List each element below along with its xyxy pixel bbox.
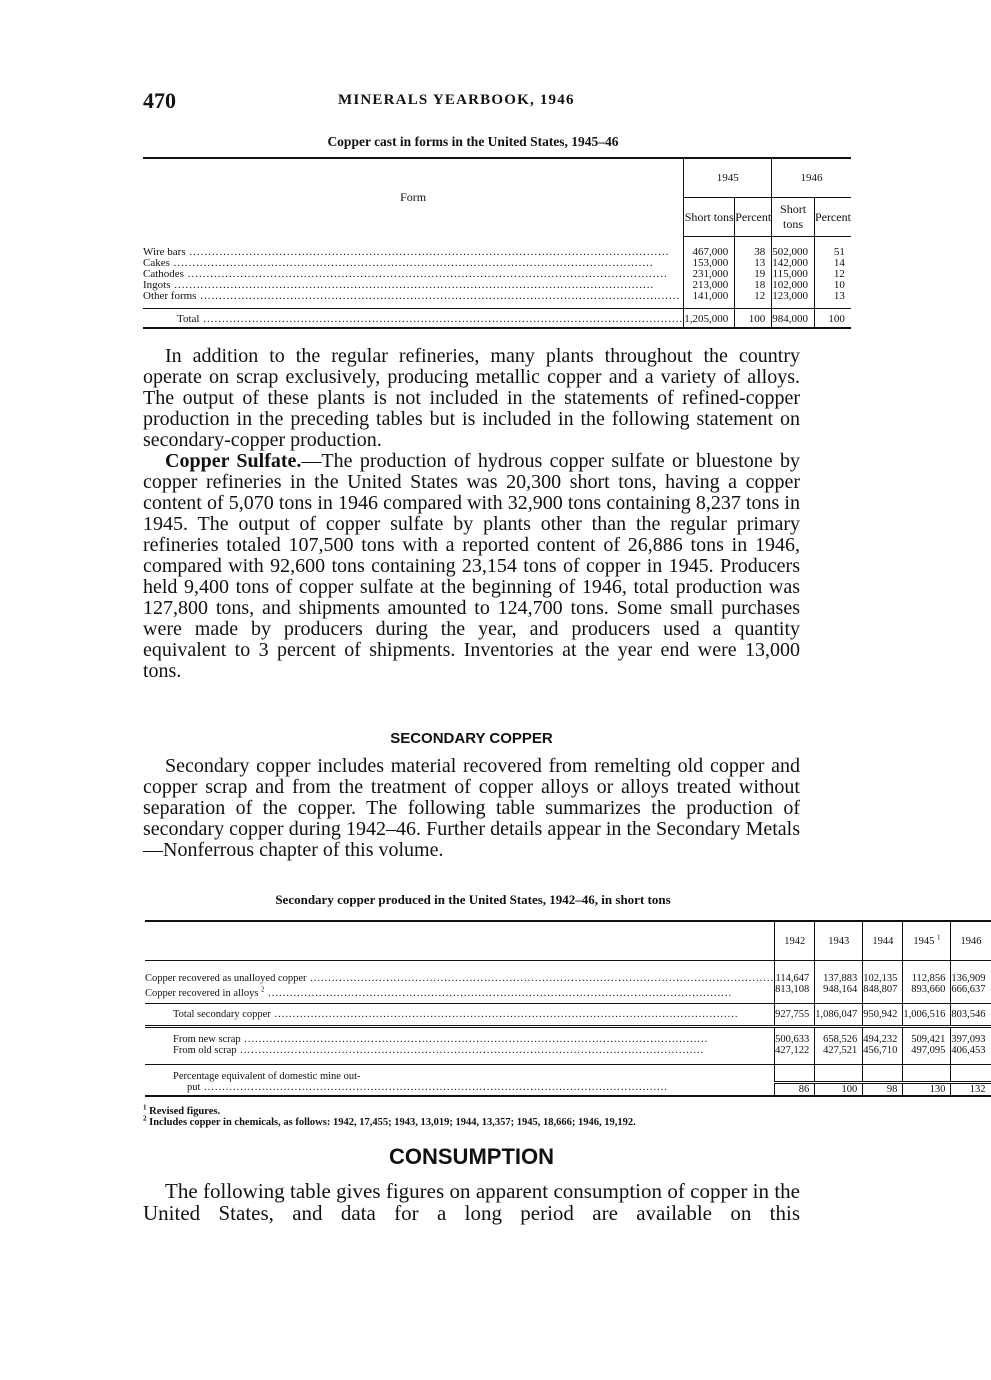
cell: 100 (735, 309, 772, 329)
row-label: Percentage equivalent of domestic mine out- (145, 1065, 775, 1083)
table-row (143, 291, 851, 309)
paragraph-refineries: In addition to the regular refineries, many plants throughout the country operate on scrap exclusively, producing metallic copper and a variety of alloys. The output of these plants is not included in the statements of refined-copper production in the preceding tables but is included in the following statement on secondary-copper production. (143, 345, 800, 451)
cell: 927,755 (775, 1004, 815, 1027)
cell: 502,000 (772, 237, 815, 259)
row-label: Other forms ..... (143, 291, 684, 309)
cell: 141,000 (684, 291, 735, 309)
copper-cast-forms-table (143, 157, 851, 329)
cell: 19 (735, 269, 772, 280)
cell: 984,000 (772, 309, 815, 329)
cell: 893,660 (903, 984, 951, 1004)
cell: 51 (814, 237, 850, 259)
column-header: Short tons (772, 198, 815, 237)
row-label: put ..... (145, 1082, 775, 1096)
cell: 142,000 (772, 258, 815, 269)
cell: 213,000 (684, 280, 735, 291)
table-row (145, 984, 991, 1004)
cell: 500,633 (775, 1027, 815, 1046)
body-text-block-1 (143, 346, 800, 682)
table-row (143, 237, 851, 259)
cell: 803,546 (951, 1004, 991, 1027)
label-column-header (145, 922, 775, 961)
row-label: From new scrap ..... (145, 1027, 775, 1046)
cell: 494,232 (863, 1027, 903, 1046)
row-label: Copper recovered as unalloyed copper ..... (145, 961, 775, 985)
cell: 848,807 (863, 984, 903, 1004)
column-header: Short tons (684, 198, 735, 237)
paragraph-copper-sulfate (143, 451, 800, 682)
cell: 813,108 (775, 984, 815, 1004)
cell: 1,086,047 (815, 1004, 863, 1027)
row-label: Cathodes ..... (143, 269, 684, 280)
running-head: MINERALS YEARBOOK, 1946 (338, 92, 575, 108)
cell: 12 (735, 291, 772, 309)
row-label: Wire bars ..... (143, 237, 684, 259)
cell: 136,909 (951, 961, 991, 985)
cell: 509,421 (903, 1027, 951, 1046)
cell: 102,135 (863, 961, 903, 985)
cell: 948,164 (815, 984, 863, 1004)
secondary-copper-table (145, 920, 991, 1097)
year-header-1946: 1946 (772, 158, 851, 198)
footnote-mark: 2 (261, 985, 265, 994)
cell: 666,637 (951, 984, 991, 1004)
table-row (145, 1065, 991, 1083)
cell: 98 (863, 1082, 903, 1096)
footnotes (143, 1103, 803, 1128)
footnote-1: $^1$ Revised figures. (143, 1103, 221, 1117)
cell: 132 (951, 1082, 991, 1096)
year-header: 1945 $^1$ (903, 922, 951, 961)
cell: 427,521 (815, 1045, 863, 1065)
cell: 100 (814, 309, 850, 329)
cell: 406,453 (951, 1045, 991, 1065)
footnote-mark: 1 (936, 933, 941, 941)
cell: 14 (814, 258, 850, 269)
row-label: Total secondary copper ..... (145, 1004, 775, 1027)
section-heading-secondary-copper: SECONDARY COPPER (390, 730, 553, 747)
body-text-block-2 (143, 756, 800, 861)
cell: 231,000 (684, 269, 735, 280)
form-column-header: Form (143, 158, 684, 237)
table2-caption: Secondary copper produced in the United States, 1942–46, in short tons (275, 892, 671, 907)
cell: 13 (814, 291, 850, 309)
year-header: 1942 (775, 922, 815, 961)
cell: 38 (735, 237, 772, 259)
cell: 467,000 (684, 237, 735, 259)
total-label: Total ..... (143, 309, 684, 329)
cell: 456,710 (863, 1045, 903, 1065)
year-header: 1943 (815, 922, 863, 961)
year-header: 1944 (863, 922, 903, 961)
cell: 13 (735, 258, 772, 269)
cell: 950,942 (863, 1004, 903, 1027)
row-label: Ingots ..... (143, 280, 684, 291)
body-text-block-3 (143, 1180, 800, 1224)
cell: 86 (775, 1082, 815, 1096)
section-heading-consumption: CONSUMPTION (389, 1144, 554, 1169)
table1-caption: Copper cast in forms in the United States, 1945–46 (327, 134, 619, 149)
cell: 114,647 (775, 961, 815, 985)
paragraph-text: —The production of hydrous copper sulfate or bluestone by copper refineries in the United States was 20,300 short tons, having a copper content of 5,070 tons in 1946 compared with 32,900 tons containing 8,237 tons in 1945. The output of copper sulfate by plants other than the regular primary refineries totaled 107,500 tons with a reported content of 26,886 tons in 1946, compared with 92,600 tons containing 23,154 tons of copper in 1945. Producers held 9,400 tons of copper sulfate at the beginning of 1946, total production was 127,800 tons, and shipments amounted to 124,700 tons. Some small purchases were made by producers during the year, and producers used a quantity equivalent to 3 percent of shipments. Inventories at the year end were 13,000 tons. (143, 450, 800, 682)
cell: 115,000 (772, 269, 815, 280)
table-row (145, 961, 991, 985)
cell: 658,526 (815, 1027, 863, 1046)
year-header-1945: 1945 (684, 158, 772, 198)
column-header: Percent (735, 198, 772, 237)
cell: 18 (735, 280, 772, 291)
cell: 137,883 (815, 961, 863, 985)
column-header: Percent (814, 198, 850, 237)
cell: 130 (903, 1082, 951, 1096)
cell: 1,205,000 (684, 309, 735, 329)
page-number: 470 (143, 88, 176, 113)
cell: 10 (814, 280, 850, 291)
footnote-2: $^2$ Includes copper in chemicals, as follows: 1942, 17,455; 1943, 13,019; 1944, 13,357; 1945, 18,666; 1946, 19,192. (143, 1114, 636, 1128)
cell: 100 (815, 1082, 863, 1096)
cell: 153,000 (684, 258, 735, 269)
page-header (143, 88, 803, 118)
cell: 497,095 (903, 1045, 951, 1065)
cell: 112,856 (903, 961, 951, 985)
cell: 1,006,516 (903, 1004, 951, 1027)
runin-heading: Copper Sulfate. (165, 450, 302, 472)
table-row (145, 1027, 991, 1046)
cell: 427,122 (775, 1045, 815, 1065)
cell: 12 (814, 269, 850, 280)
row-label: Copper recovered in alloys $^2$ ..... (145, 984, 775, 1004)
paragraph-consumption: The following table gives figures on apparent consumption of copper in the United States, and data for a long period are available on this (143, 1179, 800, 1225)
cell: 102,000 (772, 280, 815, 291)
table-row (145, 1082, 991, 1096)
total-row (143, 309, 851, 329)
table-row-total (145, 1004, 991, 1027)
table-row (145, 1045, 991, 1065)
cell: 123,000 (772, 291, 815, 309)
paragraph-secondary-copper: Secondary copper includes material recovered from remelting old copper and copper scrap and from the treatment of copper alloys or alloys treated without separation of the copper. The following table summarizes the production of secondary copper during 1942–46. Further details appear in the Secondary Metals—Nonferrous chapter of this volume. (143, 755, 800, 861)
cell: 397,093 (951, 1027, 991, 1046)
row-label: Cakes ..... (143, 258, 684, 269)
row-label: From old scrap ..... (145, 1045, 775, 1065)
year-header: 1946 (951, 922, 991, 961)
